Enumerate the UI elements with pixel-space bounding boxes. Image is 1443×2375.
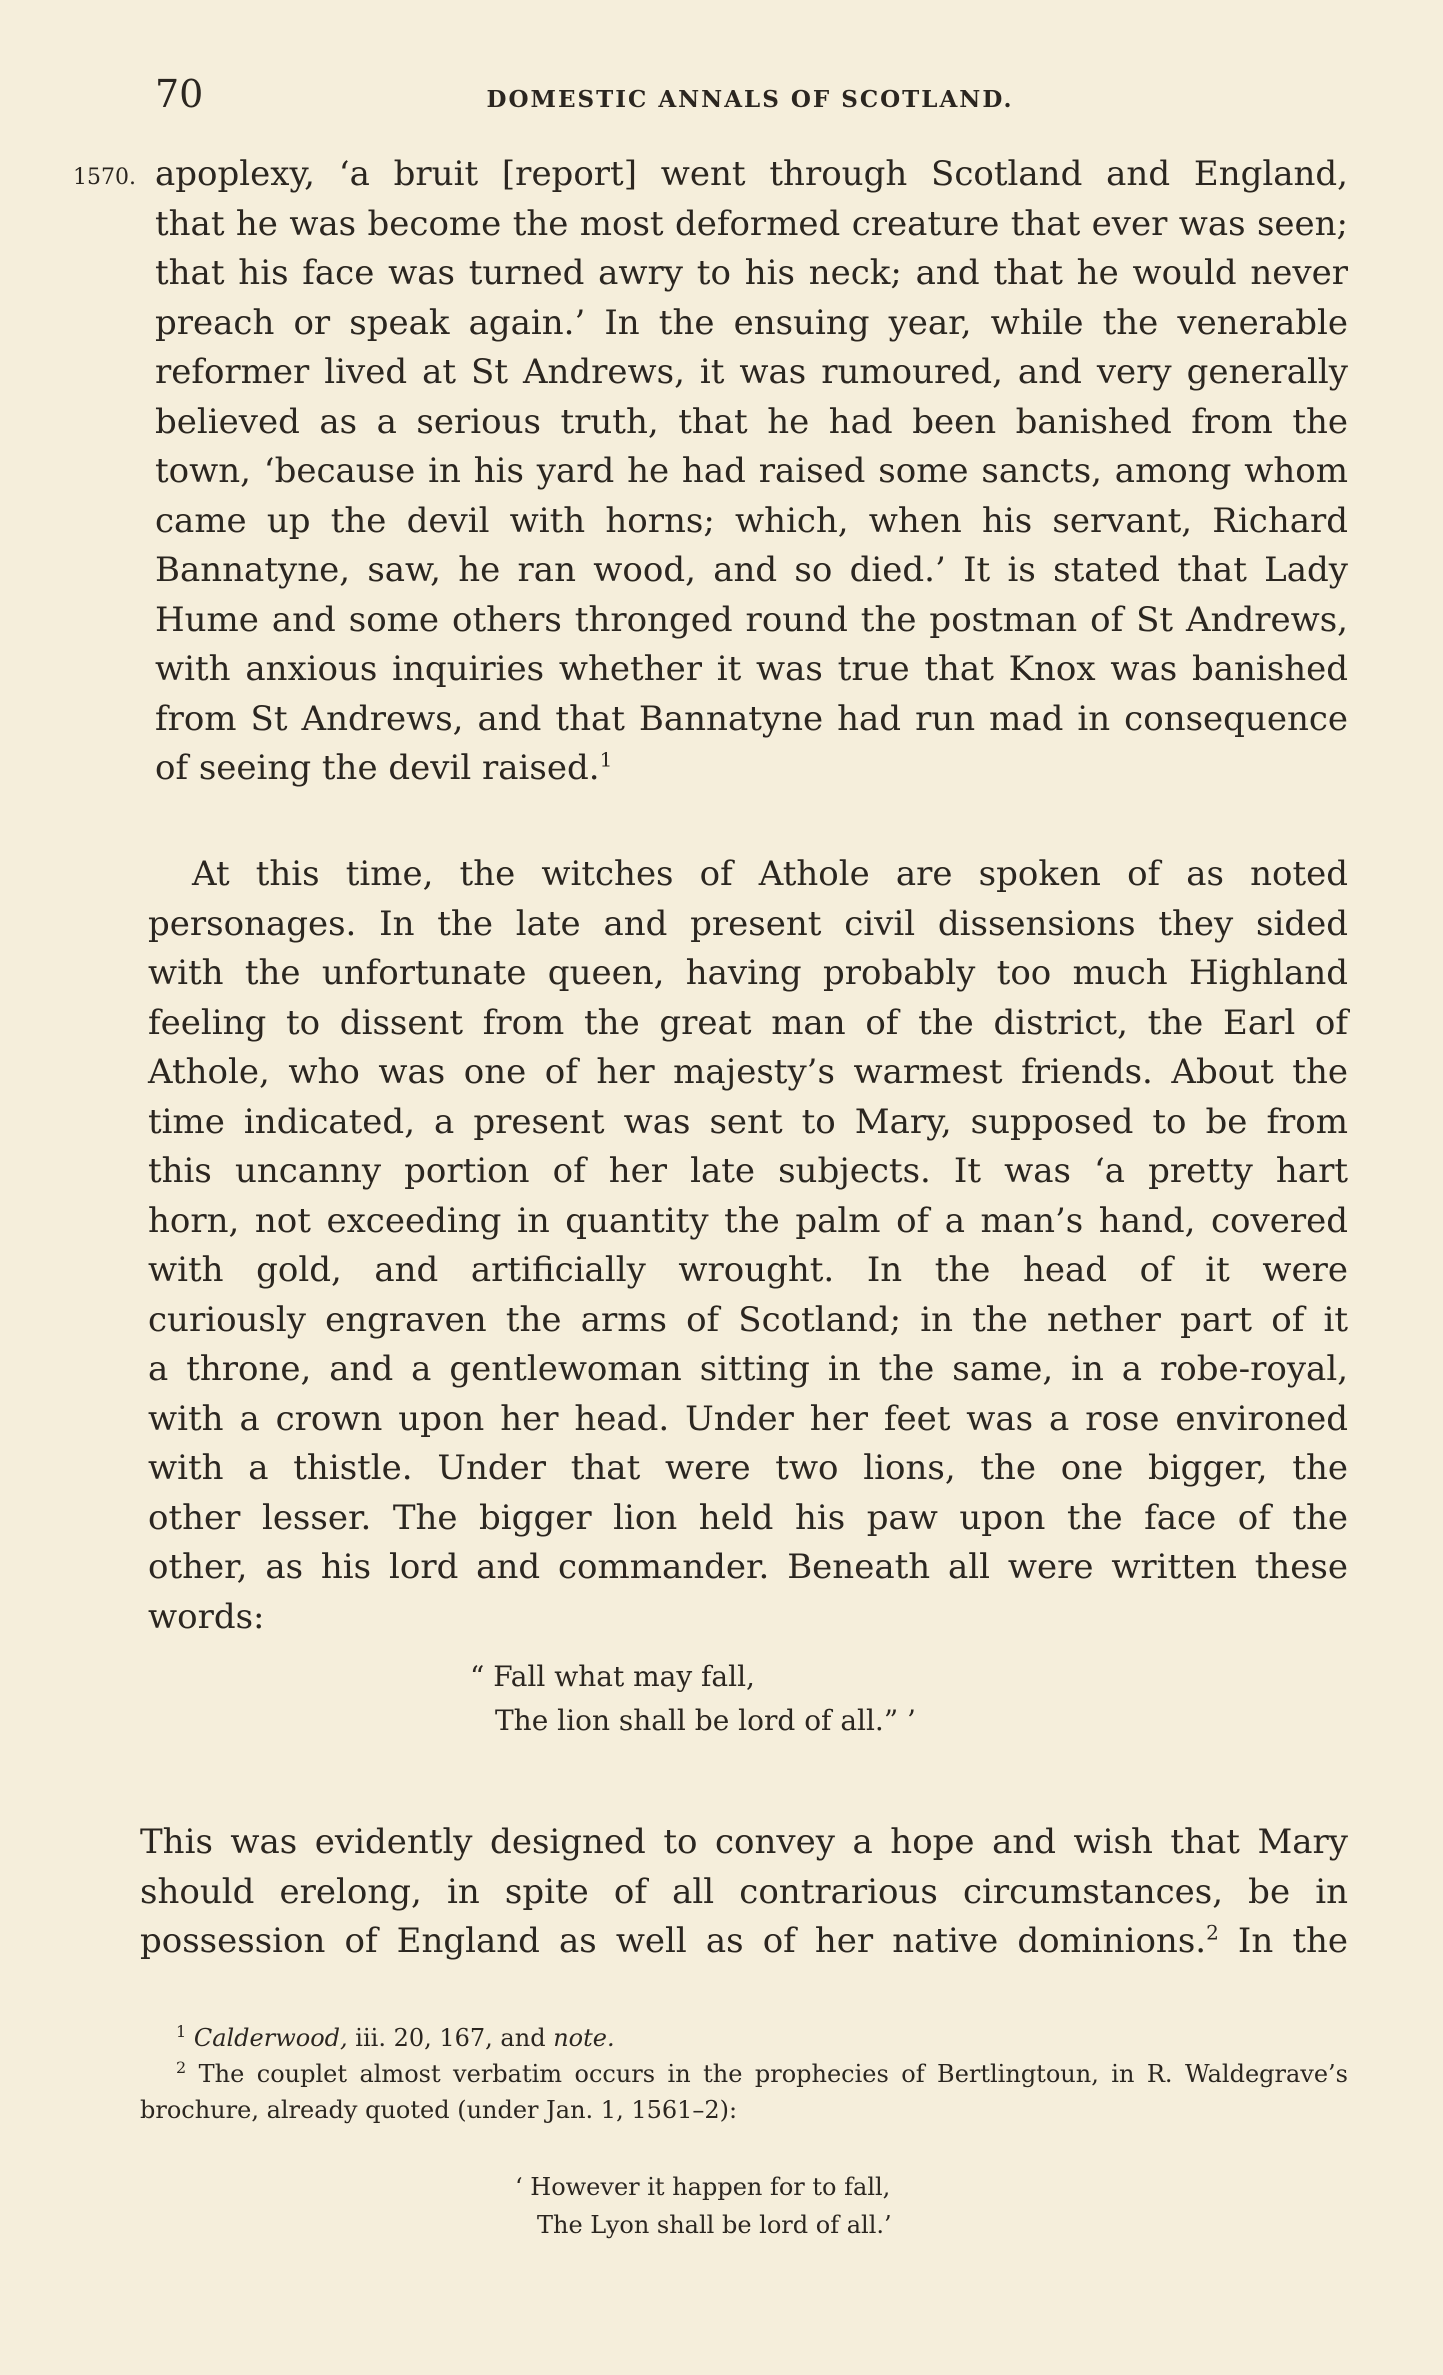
footnote-text: The couplet almost verbatim occurs in the prophecies of Bertlingtoun, in R. Waldegrave’s brochure, already quoted (under Jan. 1, 1561–2):	[140, 2060, 1348, 2124]
verse-line: ‘ However it happen for to fall,	[515, 2173, 891, 2201]
text-line: time indicated, a present was sent to Mary, supposed to be from	[148, 1101, 1348, 1142]
paragraph-evidently-designed	[140, 1818, 1348, 1967]
footnote-1	[140, 2020, 1348, 2056]
footnote-marker[interactable]: 1	[599, 747, 613, 772]
text-line: with a crown upon her head. Under her feet was a rose environed	[148, 1398, 1348, 1439]
footnotes	[140, 2020, 1348, 2128]
text-line: other, as his lord and commander. Beneath all were written these	[148, 1547, 1348, 1587]
text-line: this uncanny portion of her late subjects. It was ‘a pretty hart	[148, 1151, 1348, 1191]
text-line: should erelong, in spite of all contrarious circumstances, be in	[140, 1871, 1348, 1912]
text-line: that he was become the most deformed creature that ever was seen;	[155, 203, 1348, 244]
verse-line: The Lyon shall be lord of all.’	[537, 2211, 892, 2239]
text-line: Athole, who was one of her majesty’s warmest friends. About the	[148, 1052, 1348, 1092]
text-line: with a thistle. Under that were two lions, the one bigger, the	[148, 1448, 1348, 1488]
text-line-content: possession of England as well as of her native dominions.	[140, 1921, 1207, 1961]
text-line: that his face was turned awry to his neck; and that he would never	[155, 253, 1348, 293]
verse-line: The lion shall be lord of all.” ’	[495, 1704, 916, 1737]
text-line: with anxious inquiries whether it was true that Knox was banished	[155, 649, 1348, 689]
text-line: personages. In the late and present civil dissensions they sided	[148, 903, 1348, 944]
text-line: with gold, and artificially wrought. In the head of it were	[148, 1250, 1348, 1290]
text-line: other lesser. The bigger lion held his paw upon the face of the	[148, 1497, 1348, 1538]
text-line: from St Andrews, and that Bannatyne had run mad in consequence	[155, 698, 1348, 739]
text-line: words:	[148, 1596, 265, 1637]
paragraph-witches-of-athole	[148, 850, 1348, 1642]
text-line: This was evidently designed to convey a hope and wish that Mary	[140, 1822, 1348, 1862]
text-line: town, ‘because in his yard he had raised some sancts, among whom	[155, 451, 1348, 491]
paragraph-apoplexy	[155, 150, 1348, 794]
text-line: apoplexy, ‘a bruit [report] went through Scotland and England,	[155, 154, 1348, 194]
footnote-2	[140, 2056, 1348, 2128]
footnote-verse	[515, 2168, 892, 2244]
text-line: preach or speak again.’ In the ensuing year, while the venerable	[155, 302, 1348, 343]
footnote-marker[interactable]: 2	[1206, 1920, 1219, 1945]
text-line-content: of seeing the devil raised.	[155, 748, 600, 788]
text-line: with the unfortunate queen, having probably too much Highland	[148, 953, 1348, 993]
footnote-number: 2	[176, 2058, 187, 2077]
text-line: horn, not exceeding in quantity the palm of a man’s hand, covered	[148, 1200, 1348, 1241]
text-line: curiously engraven the arms of Scotland; in the nether part of it	[148, 1299, 1348, 1340]
page-header	[155, 72, 1345, 122]
margin-year: 1570.	[73, 165, 136, 190]
verse-quote	[470, 1655, 916, 1743]
page-number: 70	[155, 72, 204, 116]
text-line: reformer lived at St Andrews, it was rumoured, and very generally	[155, 352, 1348, 392]
text-line: At this time, the witches of Athole are spoken of as noted	[192, 854, 1348, 894]
footnote-number: 1	[176, 2022, 187, 2041]
text-line	[155, 744, 1348, 794]
text-line-tail: In the	[1218, 1921, 1349, 1961]
text-line: Hume and some others thronged round the postman of St Andrews,	[155, 599, 1348, 640]
footnote-author: Calderwood,	[193, 2024, 348, 2052]
text-line: came up the devil with horns; which, when his servant, Richard	[155, 500, 1348, 541]
text-line: feeling to dissent from the great man of the district, the Earl of	[148, 1002, 1348, 1043]
footnote-reference: iii. 20, 167, and	[347, 2024, 554, 2052]
verse-line: “ Fall what may fall,	[470, 1660, 755, 1693]
text-line: Bannatyne, saw, he ran wood, and so died.’ It is stated that Lady	[155, 550, 1348, 590]
running-head: DOMESTIC ANNALS OF SCOTLAND.	[486, 86, 1014, 113]
footnote-note: note.	[553, 2024, 615, 2052]
text-line: a throne, and a gentlewoman sitting in the same, in a robe-royal,	[148, 1349, 1348, 1389]
text-line: believed as a serious truth, that he had been banished from the	[155, 401, 1348, 442]
text-line	[140, 1917, 1348, 1967]
